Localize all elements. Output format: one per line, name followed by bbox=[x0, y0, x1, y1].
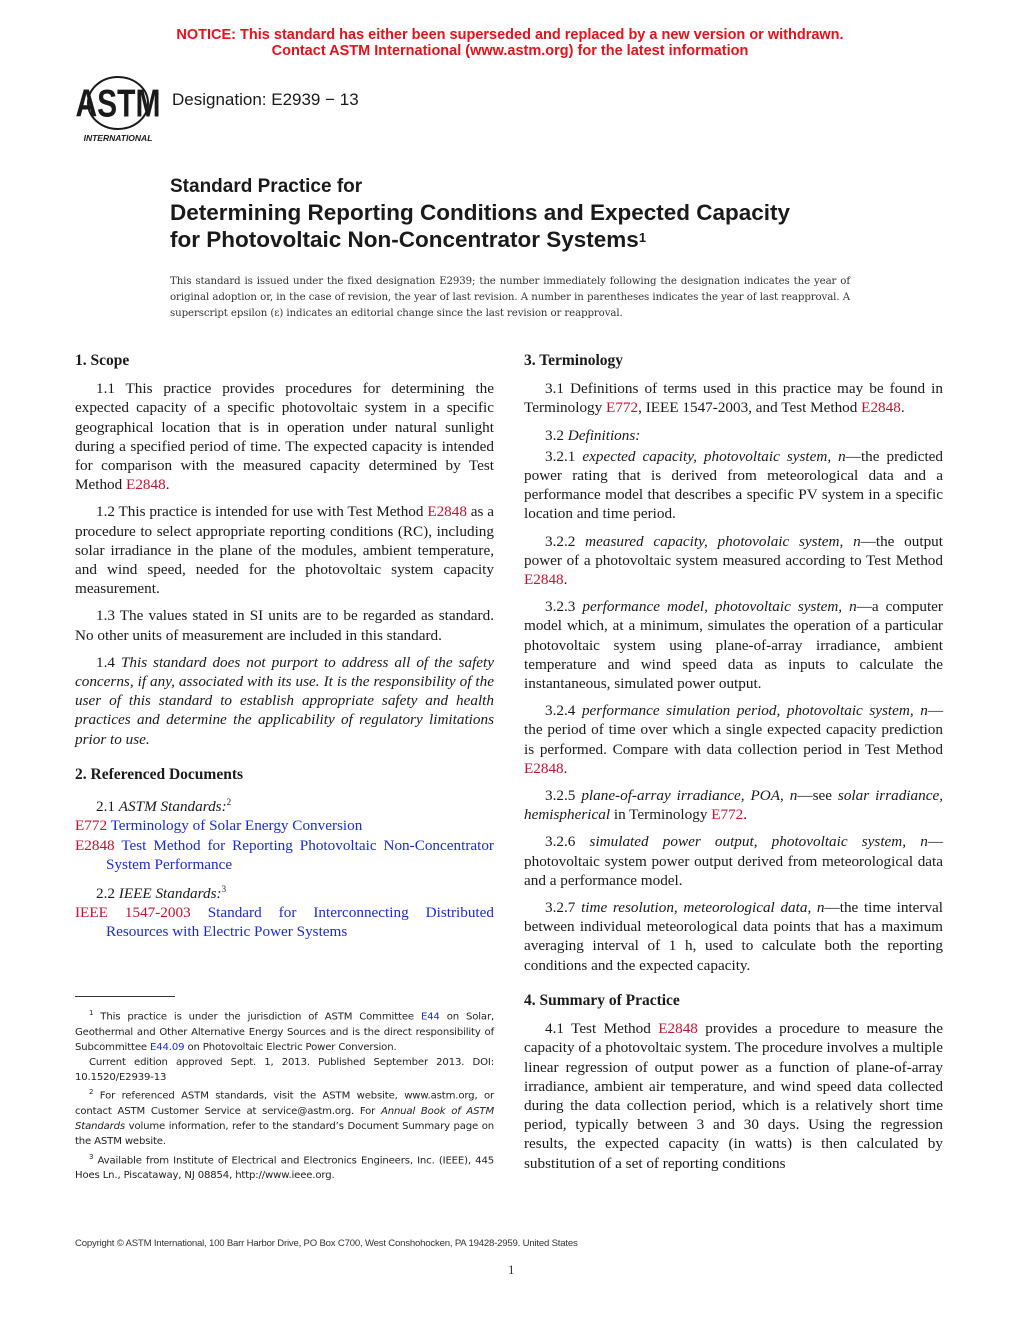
svg-text:INTERNATIONAL: INTERNATIONAL bbox=[83, 133, 153, 143]
paragraph-1-1: 1.1 This practice provides procedures for determining the expected capacity of a specific photovoltaic system in a specific geographical location that is in operation under natural sunlight during a specified period of time. The expected capacity is intended for comparison with the measured capacity determined by Test Method E2848. bbox=[75, 380, 494, 494]
astm-standards-label: 2.1 ASTM Standards:$^2$ bbox=[96, 797, 232, 816]
paragraph-3-2: 3.2 Definitions: bbox=[545, 426, 641, 444]
link-e2848[interactable]: E2848 bbox=[861, 399, 901, 417]
definition-3-2-4: 3.2.4 performance simulation period, photovoltaic system, n—the period of time over which a single expected capacity prediction is performed. Compare with data collection period in Test Method E2848. bbox=[524, 702, 943, 777]
title-line-3: for Photovoltaic Non-Concentrator Systems$^1$ bbox=[170, 227, 647, 252]
title-line-2: Determining Reporting Conditions and Expected Capacity bbox=[170, 200, 791, 225]
footnote-edition: Current edition approved Sept. 1, 2013. Published September 2013. DOI: 10.1520/E2939-13 bbox=[75, 1056, 494, 1084]
section-heading-scope: 1. Scope bbox=[75, 352, 130, 369]
footnote-divider bbox=[75, 996, 175, 997]
link-subcommittee-e44-09[interactable]: E44.09 bbox=[150, 1041, 185, 1053]
paragraph-3-1: 3.1 Definitions of terms used in this practice may be found in Terminology E772, IEEE 1547-2003, and Test Method E2848. bbox=[524, 380, 943, 417]
title-line-1: Standard Practice for bbox=[170, 176, 363, 197]
title-footnote-mark[interactable]: 1 bbox=[638, 230, 647, 245]
link-e2848[interactable]: E2848 bbox=[427, 503, 467, 521]
section-heading-summary: 4. Summary of Practice bbox=[524, 991, 680, 1009]
copyright-footer: Copyright © ASTM International, 100 Barr Harbor Drive, PO Box C700, West Conshohocken, PA 19428-2959. United States bbox=[75, 1238, 578, 1249]
designation: Designation: E2939 − 13 bbox=[172, 90, 359, 109]
page-title bbox=[170, 175, 790, 253]
paragraph-4-1: 4.1 Test Method E2848 provides a procedure to measure the capacity of a photovoltaic system. The procedure involves a multiple linear regression of output power as a function of plane-of-array irradiance, ambient air temperature, and wind speed data collected during the data collection period, which is a relatively short time period, typically between 3 and 30 days. Using the regression results, the expected capacity (in watts) is then calculated by substitution of a set of reporting conditions bbox=[524, 1020, 943, 1172]
link-e2848[interactable]: E2848 bbox=[524, 759, 564, 777]
left-column bbox=[75, 351, 494, 942]
link-e2848[interactable]: E2848 bbox=[126, 476, 166, 494]
notice-line-1: NOTICE: This standard has either been superseded and replaced by a new version or withdrawn. bbox=[176, 27, 844, 43]
right-column bbox=[524, 351, 943, 1181]
definition-3-2-1: 3.2.1 expected capacity, photovoltaic system, n—the predicted power rating that is derived from meteorological data and a performance model that describes a specific PV system in a specific location and time period. bbox=[524, 447, 944, 523]
paragraph-1-4: 1.4 This standard does not purport to address all of the safety concerns, if any, associated with its use. It is the responsibility of the user of this standard to establish appropriate safety and health practices and determine the applicability of regulatory limitations prior to use. bbox=[75, 653, 495, 748]
footnotes bbox=[75, 1006, 494, 1183]
reference-e772[interactable]: E772 Terminology of Solar Energy Conversion bbox=[75, 817, 363, 835]
link-e2848[interactable]: E2848 bbox=[658, 1020, 698, 1038]
notice-line-2: Contact ASTM International (www.astm.org) for the latest information bbox=[271, 43, 749, 59]
link-committee-e44[interactable]: E44 bbox=[420, 1011, 440, 1023]
footnote-3: $^3$ Available from Institute of Electrical and Electronics Engineers, Inc. (IEEE), 445 Hoes Ln., Piscataway, NJ 08854, http://www.ieee.org. bbox=[75, 1152, 494, 1182]
reference-ieee-1547[interactable]: IEEE 1547-2003 Standard for Interconnecting Distributed Resources with Electric Power Systems bbox=[75, 904, 494, 941]
link-e2848[interactable]: E2848 bbox=[524, 571, 564, 589]
withdrawn-notice bbox=[0, 27, 1020, 59]
preamble: This standard is issued under the fixed designation E2939; the number immediately following the designation indicates the year of original adoption or, in the case of revision, the year of last revision. A number in parentheses indicates the year of last reapproval. A superscript epsilon (ε) indicates an editorial change since the last revision or reapproval. bbox=[170, 276, 850, 319]
definition-3-2-2: 3.2.2 measured capacity, photovolaic system, n—the output power of a photovoltaic system measured according to Test Method E2848. bbox=[524, 532, 943, 589]
reference-e2848[interactable]: E2848 Test Method for Reporting Photovoltaic Non-Concentrator System Performance bbox=[75, 836, 494, 873]
definition-3-2-7: 3.2.7 time resolution, meteorological data, n—the time interval between individual meteorological data points that has a maximum averaging interval of 1 h, used to calculate both the reporting conditions and the expected capacity. bbox=[524, 899, 944, 974]
definition-3-2-3: 3.2.3 performance model, photovoltaic system, n—a computer model which, at a minimum, simulates the operation of a particular photovoltaic system using plane-of-array irradiance, ambient temperature and wind speed data as inputs to calculate the instantaneous, simulated power output. bbox=[524, 598, 943, 693]
section-heading-referenced-documents: 2. Referenced Documents bbox=[75, 765, 244, 783]
footnote-mark-3[interactable]: 3 bbox=[221, 883, 227, 894]
astm-logo-icon bbox=[72, 76, 164, 144]
footnote-1: $^1$ This practice is under the jurisdiction of ASTM Committee E44 on Solar, Geothermal and Other Alternative Energy Sources and is the direct responsibility of Subcommittee E44.09 on Photovoltaic Electric Power Conversion. bbox=[75, 1009, 494, 1053]
svg-text:ASTM: ASTM bbox=[75, 82, 161, 126]
page-number: 1 bbox=[508, 1262, 515, 1277]
footnote-mark-2[interactable]: 2 bbox=[226, 797, 232, 808]
link-e772[interactable]: E772 bbox=[606, 399, 639, 417]
link-e772[interactable]: E772 bbox=[711, 806, 744, 824]
definition-3-2-6: 3.2.6 simulated power output, photovoltaic system, n—photovoltaic system power output derived from meteorological data and a performance model. bbox=[524, 833, 943, 889]
ieee-standards-label: 2.2 IEEE Standards:$^3$ bbox=[96, 883, 227, 902]
definition-3-2-5: 3.2.5 plane-of-array irradiance, POA, n—see solar irradiance, hemispherical in Terminology E772. bbox=[524, 787, 943, 824]
paragraph-1-3: 1.3 The values stated in SI units are to be regarded as standard. No other units of measurement are included in this standard. bbox=[75, 607, 494, 644]
paragraph-1-2: 1.2 This practice is intended for use with Test Method E2848 as a procedure to select appropriate reporting conditions (RC), including solar irradiance in the plane of the modules, ambient temperature, and wind speed, needed for the photovoltaic system capacity measurement. bbox=[75, 503, 494, 598]
footnote-2: $^2$ For referenced ASTM standards, visit the ASTM website, www.astm.org, or contact ASTM Customer Service at service@astm.org. For Annual Book of ASTM Standards volume information, refer to the standard’s Document Summary page on the ASTM website. bbox=[75, 1088, 495, 1148]
section-heading-terminology: 3. Terminology bbox=[524, 352, 624, 369]
